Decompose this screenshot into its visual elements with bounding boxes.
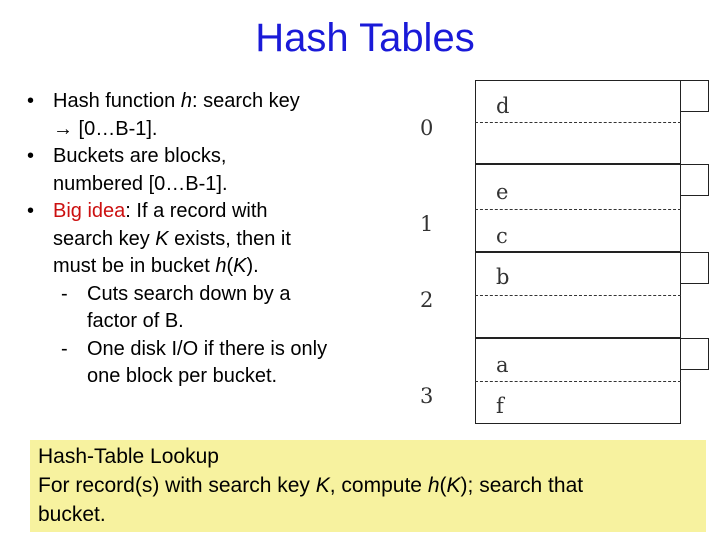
record-d: d [496, 94, 510, 118]
sub-dash: - [61, 337, 68, 360]
record-e: e [496, 180, 509, 204]
text: ( [439, 474, 447, 497]
lookup-heading: Hash-Table Lookup [38, 445, 219, 468]
text: , compute [329, 474, 428, 497]
text: For record(s) with search key [38, 474, 316, 497]
text: search key [53, 227, 156, 250]
record-separator [475, 381, 681, 382]
record-separator [475, 209, 681, 210]
record-separator [475, 122, 681, 123]
bullet-big-idea [24, 198, 394, 281]
lookup-callout [30, 440, 706, 532]
bullet-dot: • [27, 200, 35, 222]
text: Buckets are blocks, [53, 145, 227, 167]
text: : search key [191, 90, 300, 112]
page-title: Hash Tables [255, 16, 475, 60]
sub-dash: - [61, 282, 68, 305]
overflow-pointer-tab [681, 252, 709, 284]
italic-k: K [155, 227, 169, 250]
bullet-hash-function [24, 88, 394, 143]
text: Hash function [53, 90, 181, 112]
bucket-index-1: 1 [420, 212, 434, 236]
italic-k: K [446, 474, 461, 497]
text: must be in bucket [53, 255, 216, 277]
record-separator [475, 295, 681, 296]
overflow-pointer-tab [681, 80, 709, 112]
bucket-index-2: 2 [420, 288, 434, 312]
bullet-dot: • [27, 145, 35, 167]
italic-h: h [427, 474, 440, 497]
italic-k: K [315, 474, 330, 497]
record-b: b [496, 265, 510, 289]
italic-k: K [233, 255, 247, 277]
text: ( [226, 255, 234, 277]
text: ); search that [460, 474, 584, 497]
text: One disk I/O if there is only [87, 337, 328, 360]
text: : If a record with [125, 200, 268, 222]
overflow-pointer-tab [681, 338, 709, 370]
sub-bullet-cuts-search [24, 281, 394, 336]
bullet-list [24, 88, 394, 391]
arrow-icon: → [53, 117, 73, 140]
lookup-text [38, 471, 698, 500]
text: numbered [0…B-1]. [53, 172, 228, 195]
bullet-buckets [24, 143, 394, 198]
text: one block per bucket. [87, 365, 278, 387]
record-a: a [496, 353, 509, 377]
lookup-text-line2: bucket. [38, 503, 106, 526]
bullet-dot: • [27, 90, 35, 112]
record-f: f [496, 394, 504, 418]
big-idea-label: Big idea [53, 200, 126, 222]
overflow-pointer-tab [681, 164, 709, 196]
bucket-diagram [410, 78, 710, 428]
text: factor of B. [87, 310, 184, 332]
sub-bullet-one-disk-io [24, 336, 394, 391]
record-c: c [496, 224, 508, 248]
text: Cuts search down by a [87, 282, 291, 305]
text: ). [246, 255, 259, 277]
text: [0…B-1]. [73, 117, 158, 140]
bucket-index-0: 0 [420, 116, 434, 140]
text: exists, then it [168, 227, 291, 250]
italic-h: h [180, 90, 192, 112]
bucket-index-3: 3 [420, 384, 434, 408]
italic-h: h [215, 255, 227, 277]
